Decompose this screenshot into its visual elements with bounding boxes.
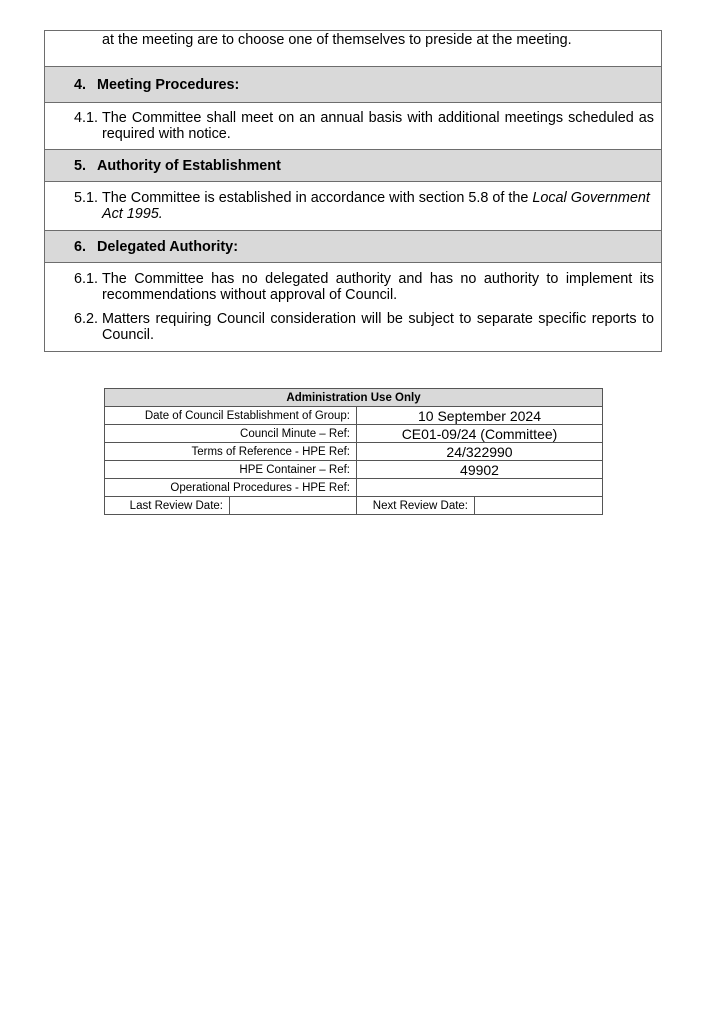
section-title: Authority of Establishment [97, 157, 281, 174]
continuation-row [45, 31, 662, 67]
section-header-authority-of-establishment [45, 150, 662, 182]
section-number: 6. [74, 238, 87, 255]
section-header-delegated-authority [45, 231, 662, 263]
table-row [105, 461, 603, 479]
item-text: The Committee has no delegated authority and has no authority to implement its recommendations without approval of Council. [102, 271, 654, 303]
list-item [74, 190, 654, 222]
last-review-value [230, 497, 357, 515]
admin-row-label: Terms of Reference - HPE Ref: [105, 443, 357, 461]
next-review-value [475, 497, 603, 515]
table-row [105, 479, 603, 497]
act-name: Local Government Act 1995. [102, 190, 650, 222]
list-item [74, 311, 654, 343]
table-row [105, 425, 603, 443]
admin-table-title: Administration Use Only [105, 389, 603, 407]
terms-of-reference-table [44, 30, 662, 352]
continuation-text: at the meeting are to choose one of themselves to preside at the meeting. [102, 32, 572, 48]
section-title: Delegated Authority: [97, 238, 238, 255]
last-review-label: Last Review Date: [105, 497, 230, 515]
section-body-authority-of-establishment [45, 182, 662, 231]
admin-row-value [357, 479, 603, 497]
item-number: 6.1. [74, 271, 99, 287]
item-number: 5.1. [74, 190, 99, 206]
item-number: 6.2. [74, 311, 99, 327]
table-row [105, 443, 603, 461]
item-number: 4.1. [74, 110, 99, 126]
section-number: 4. [74, 76, 87, 93]
section-title: Meeting Procedures: [97, 76, 240, 93]
section-body-delegated-authority [45, 263, 662, 352]
admin-row-value: 24/322990 [357, 443, 603, 461]
item-text: Matters requiring Council consideration will be subject to separate specific reports to Council. [102, 311, 654, 343]
admin-row-value: CE01-09/24 (Committee) [357, 425, 603, 443]
administration-use-table [104, 388, 603, 515]
admin-row-label: HPE Container – Ref: [105, 461, 357, 479]
admin-row-label: Operational Procedures - HPE Ref: [105, 479, 357, 497]
list-item [74, 110, 654, 142]
next-review-label: Next Review Date: [357, 497, 475, 515]
section-number: 5. [74, 157, 87, 174]
admin-row-label: Date of Council Establishment of Group: [105, 407, 357, 425]
table-row [105, 407, 603, 425]
section-body-meeting-procedures [45, 103, 662, 150]
item-text: The Committee shall meet on an annual basis with additional meetings scheduled as required with notice. [102, 110, 654, 142]
admin-row-label: Council Minute – Ref: [105, 425, 357, 443]
item-text: The Committee is established in accordance with section 5.8 of the [102, 190, 533, 206]
review-dates-row [105, 497, 603, 515]
section-header-meeting-procedures [45, 67, 662, 103]
admin-row-value: 10 September 2024 [357, 407, 603, 425]
list-item [74, 271, 654, 303]
admin-row-value: 49902 [357, 461, 603, 479]
